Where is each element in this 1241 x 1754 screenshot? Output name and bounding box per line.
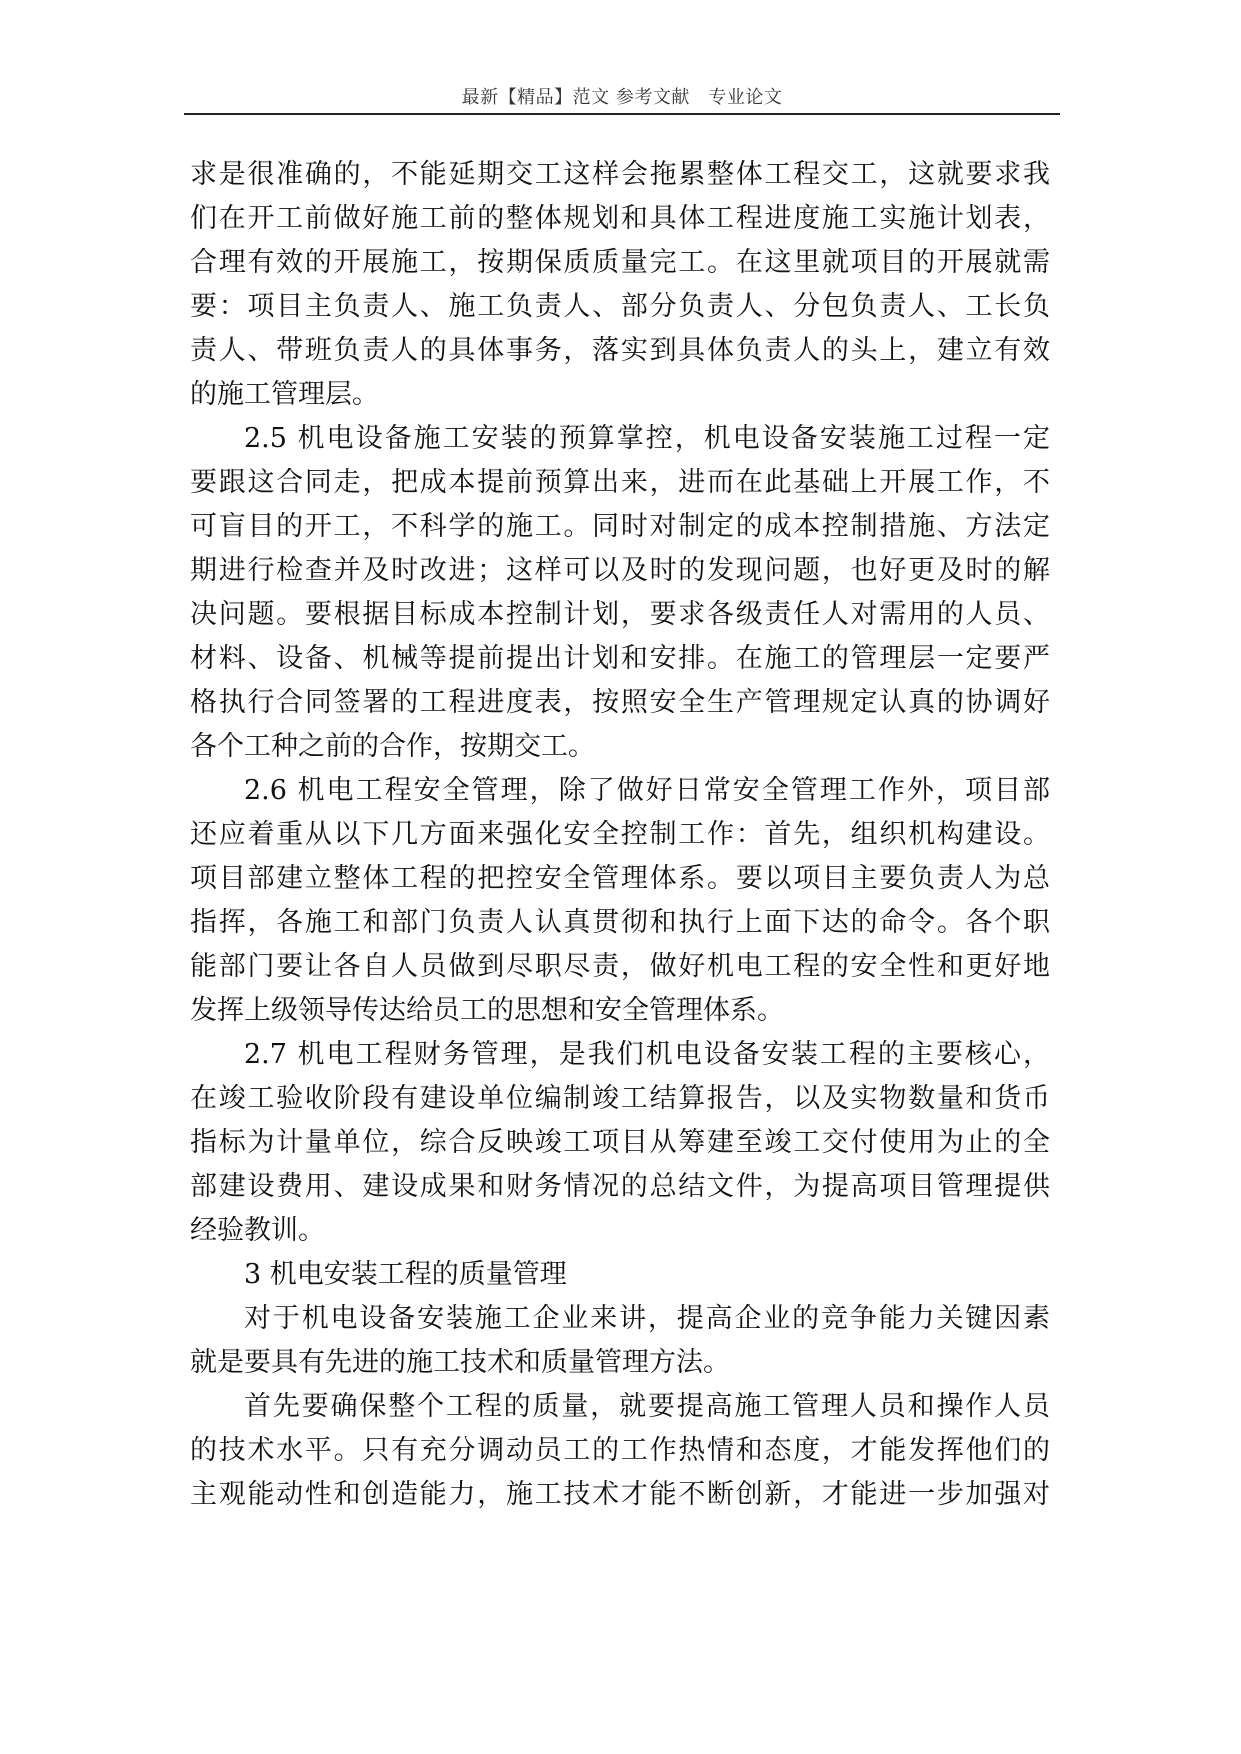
text-line: 期进行检查并及时改进；这样可以及时的发现问题，也好更及时的解 [190,555,1050,586]
text-line: 指标为计量单位，综合反映竣工项目从筹建至竣工交付使用为止的全 [190,1127,1050,1158]
text-line: 合理有效的开展施工，按期保质质量完工。在这里就项目的开展就需 [190,247,1050,278]
paragraph [190,153,1050,417]
text-line: 对于机电设备安装施工企业来讲，提高企业的竞争能力关键因素 [244,1303,1050,1334]
text-line: 要：项目主负责人、施工负责人、部分负责人、分包负责人、工长负 [190,291,1050,322]
text-line: 要跟这合同走，把成本提前预算出来，进而在此基础上开展工作，不 [190,467,1050,498]
section-heading [190,1253,1050,1297]
text-line: 项目部建立整体工程的把控安全管理体系。要以项目主要负责人为总 [190,863,1050,894]
text-line: 在竣工验收阶段有建设单位编制竣工结算报告，以及实物数量和货币 [190,1083,1050,1114]
text-line: 2.5 机电设备施工安装的预算掌控，机电设备安装施工过程一定 [244,423,1050,454]
text-line: 经验教训。 [190,1215,325,1246]
page-header: 最新【精品】范文 参考文献 专业论文 [461,87,783,108]
text-line: 决问题。要根据目标成本控制计划，要求各级责任人对需用的人员、 [190,599,1050,630]
text-line: 主观能动性和创造能力，施工技术才能不断创新，才能进一步加强对 [190,1479,1050,1510]
paragraph [190,1297,1050,1385]
text-line: 责人、带班负责人的具体事务，落实到具体负责人的头上，建立有效 [190,335,1050,366]
text-line: 2.6 机电工程安全管理，除了做好日常安全管理工作外，项目部 [244,775,1050,806]
text-line: 部建设费用、建设成果和财务情况的总结文件，为提高项目管理提供 [190,1171,1050,1202]
paragraph [190,769,1050,1033]
text-line: 3 机电安装工程的质量管理 [244,1259,567,1290]
header-divider [184,113,1060,115]
text-line: 求是很准确的，不能延期交工这样会拖累整体工程交工，这就要求我 [190,159,1050,190]
paragraph [190,417,1050,769]
text-line: 2.7 机电工程财务管理，是我们机电设备安装工程的主要核心， [244,1039,1050,1070]
text-line: 发挥上级领导传达给员工的思想和安全管理体系。 [190,995,784,1026]
paragraph [190,1033,1050,1253]
text-line: 能部门要让各自人员做到尽职尽责，做好机电工程的安全性和更好地 [190,951,1050,982]
text-line: 指挥，各施工和部门负责人认真贯彻和执行上面下达的命令。各个职 [190,907,1050,938]
paragraph [190,1385,1050,1517]
text-line: 的施工管理层。 [190,379,379,410]
text-line: 材料、设备、机械等提前提出计划和安排。在施工的管理层一定要严 [190,643,1050,674]
text-line: 还应着重从以下几方面来强化安全控制工作：首先，组织机构建设。 [190,819,1050,850]
text-line: 首先要确保整个工程的质量，就要提高施工管理人员和操作人员 [244,1391,1050,1422]
text-line: 各个工种之前的合作，按期交工。 [190,731,595,762]
text-line: 可盲目的开工，不科学的施工。同时对制定的成本控制措施、方法定 [190,511,1050,542]
text-line: 的技术水平。只有充分调动员工的工作热情和态度，才能发挥他们的 [190,1435,1050,1466]
document-body [190,153,1050,1517]
text-line: 就是要具有先进的施工技术和质量管理方法。 [190,1347,730,1378]
text-line: 们在开工前做好施工前的整体规划和具体工程进度施工实施计划表， [190,203,1050,234]
text-line: 格执行合同签署的工程进度表，按照安全生产管理规定认真的协调好 [190,687,1050,718]
